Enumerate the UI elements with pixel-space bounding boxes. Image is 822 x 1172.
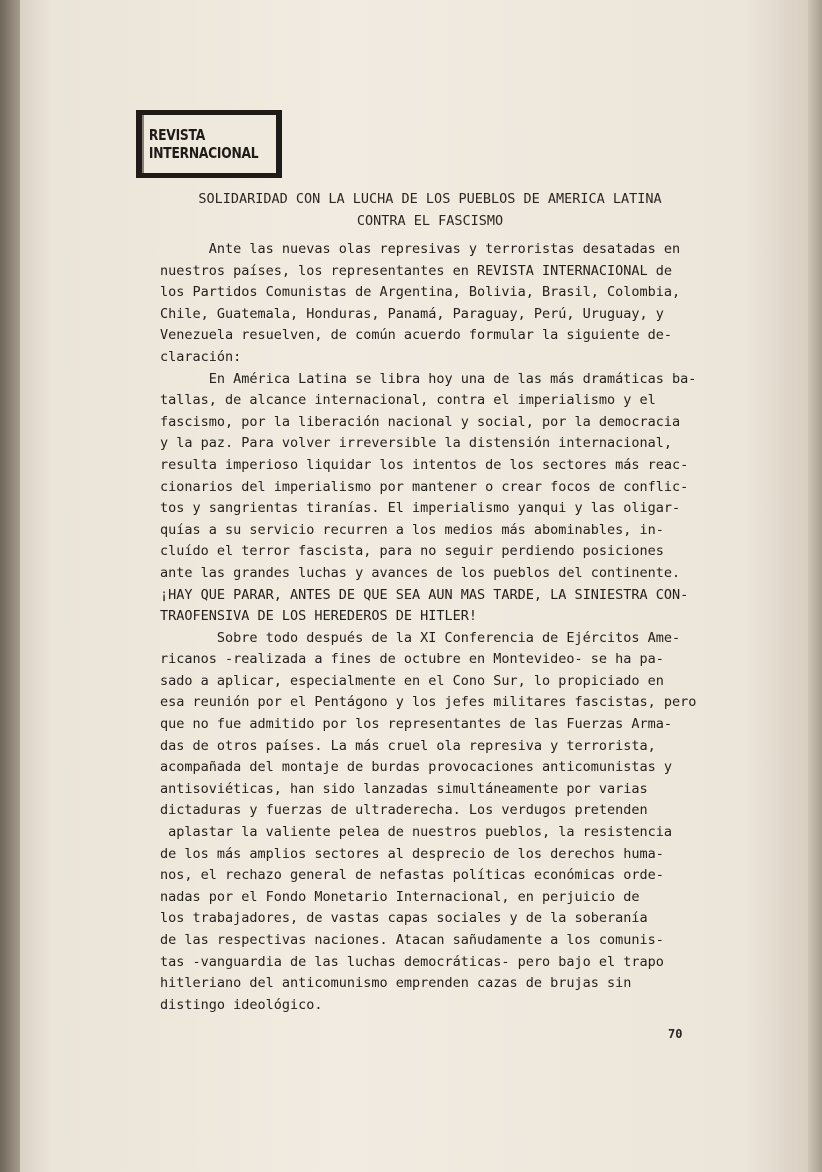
text-line: Sobre todo después de la XI Conferencia de Ejércitos Ame- — [160, 629, 681, 646]
text-line: los trabajadores, de vastas capas sociales y de la soberanía — [160, 910, 648, 927]
text-line: y la paz. Para volver irreversible la distensión internacional, — [160, 435, 673, 452]
text-line: Ante las nuevas olas represivas y terroristas desatadas en — [160, 241, 681, 257]
article-body — [160, 239, 705, 1016]
text-line: acompañada del montaje de burdas provocaciones anticomunistas y — [160, 759, 673, 776]
text-line: Venezuela resuelven, de común acuerdo formular la siguiente de- — [160, 327, 673, 344]
text-line: dictaduras y fuerzas de ultraderecha. Los verdugos pretenden — [160, 802, 648, 819]
text-line: distingo ideológico. — [160, 996, 323, 1013]
text-line: ante las grandes luchas y avances de los pueblos del continente. — [160, 564, 681, 581]
title-line-1: SOLIDARIDAD CON LA LUCHA DE LOS PUEBLOS DE AMERICA LATINA — [198, 191, 662, 207]
page-number: 70 — [668, 1027, 683, 1041]
text-line: claración: — [160, 348, 242, 365]
text-line: tos y sangrientas tiranías. El imperialismo yanqui y las oligar- — [160, 500, 681, 517]
logo-line-2: INTERNACIONAL — [148, 144, 259, 162]
text-line: cluído el terror fascista, para no seguir perdiendo posiciones — [160, 543, 664, 560]
text-line: de las respectivas naciones. Atacan sañudamente a los comunis- — [160, 932, 664, 948]
page-edge — [808, 0, 822, 1172]
text-line: TRAOFENSIVA DE LOS HEREDEROS DE HITLER! — [160, 608, 477, 625]
text-line: los Partidos Comunistas de Argentina, Bolivia, Brasil, Colombia, — [160, 284, 681, 301]
text-line: que no fue admitido por los representantes de las Fuerzas Arma- — [160, 716, 673, 733]
text-line: ricanos -realizada a fines de octubre en Montevideo- se ha pa- — [160, 651, 664, 668]
text-line: de los más amplios sectores al desprecio de los derechos huma- — [160, 845, 664, 862]
text-line: nadas por el Fondo Monetario Internacional, en perjuicio de — [160, 888, 640, 905]
title-line-2: CONTRA EL FASCISMO — [356, 213, 504, 229]
binding-shadow — [0, 0, 20, 1172]
text-line: antisoviéticas, han sido lanzadas simultáneamente por varias — [160, 780, 648, 797]
logo-line-1: REVISTA — [148, 126, 205, 144]
text-line: hitleriano del anticomunismo emprenden cazas de brujas sin — [160, 975, 632, 992]
text-line: das de otros países. La más cruel ola represiva y terrorista, — [160, 737, 656, 754]
text-line: Chile, Guatemala, Honduras, Panamá, Paraguay, Perú, Uruguay, y — [160, 305, 664, 322]
text-line: sado a aplicar, especialmente en el Cono Sur, lo propiciado en — [160, 672, 664, 689]
text-line: tas -vanguardia de las luchas democráticas- pero bajo el trapo — [160, 953, 664, 970]
text-line: quías a su servicio recurren a los medios más abominables, in- — [160, 521, 664, 538]
article-title — [160, 188, 700, 232]
text-line: aplastar la valiente pelea de nuestros pueblos, la resistencia — [160, 824, 673, 841]
text-line: fascismo, por la liberación nacional y social, por la democracia — [160, 413, 681, 430]
text-line: cionarios del imperialismo por mantener o crear focos de conflic- — [160, 478, 689, 495]
text-line: resulta imperioso liquidar los intentos de los sectores más reac- — [160, 456, 689, 473]
text-line: ¡HAY QUE PARAR, ANTES DE QUE SEA AUN MAS TARDE, LA SINIESTRA CON- — [160, 586, 689, 603]
text-line: esa reunión por el Pentágono y los jefes militares fascistas, pero — [160, 694, 697, 711]
text-line: nos, el rechazo general de nefastas políticas económicas orde- — [160, 867, 664, 884]
revista-internacional-logo — [136, 110, 282, 178]
text-line: tallas, de alcance internacional, contra el imperialismo y el — [160, 392, 656, 409]
text-line: En América Latina se libra hoy una de las más dramáticas ba- — [160, 370, 697, 387]
text-line: nuestros países, los representantes en REVISTA INTERNACIONAL de — [160, 262, 673, 279]
